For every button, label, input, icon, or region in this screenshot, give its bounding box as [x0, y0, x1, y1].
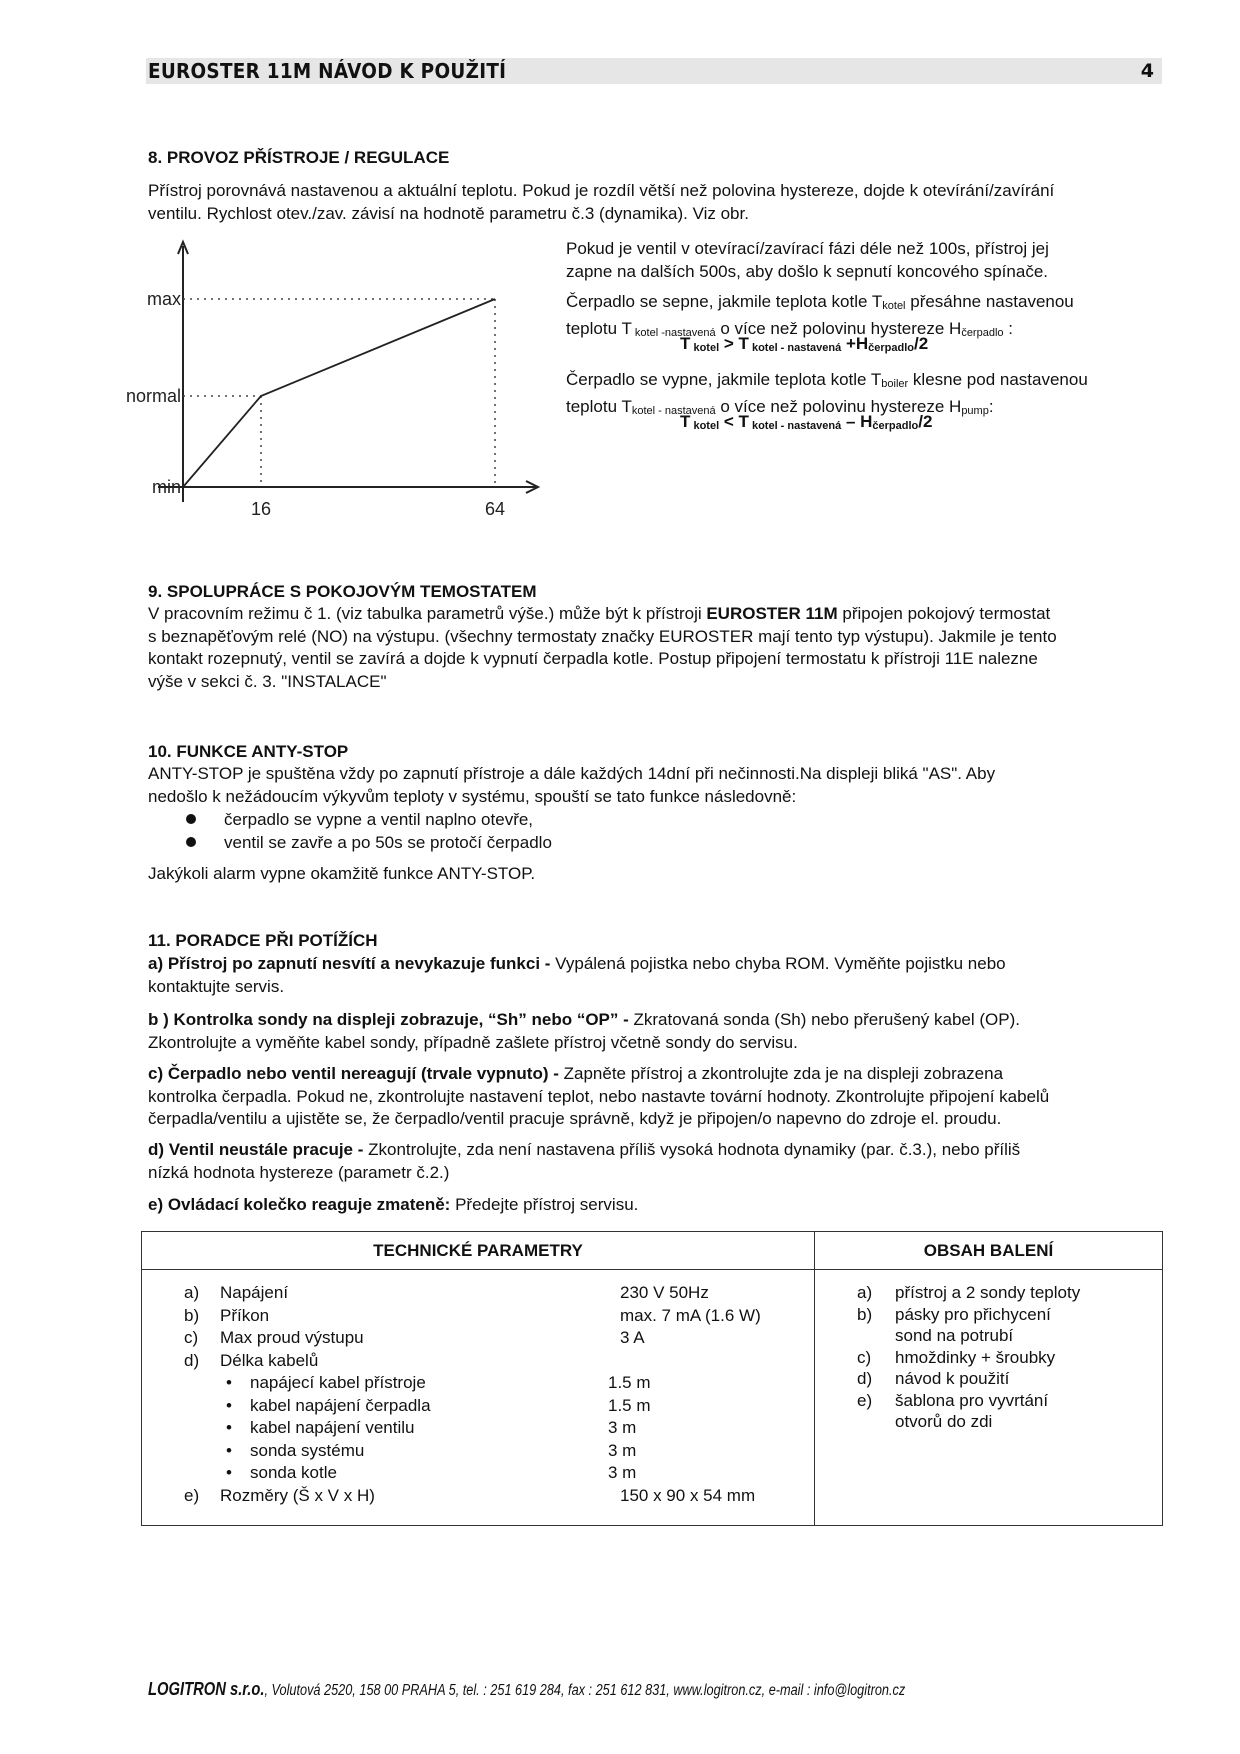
param-value: 1.5 m	[608, 1373, 651, 1392]
param-row	[142, 1462, 814, 1485]
package-item	[857, 1347, 1162, 1369]
text: T	[680, 412, 691, 431]
issue-label: e) Ovládací kolečko reaguje zmateně:	[148, 1195, 451, 1214]
param-row	[142, 1305, 814, 1328]
text: klesne pod nastavenou	[908, 370, 1088, 389]
subscript: čerpadlo	[961, 326, 1004, 339]
issue-label: c) Čerpadlo nebo ventil nereagují (trvale vypnuto) -	[148, 1064, 564, 1083]
param-row	[142, 1350, 814, 1373]
subscript: čerpadlo	[868, 342, 915, 354]
subscript: boiler	[881, 378, 909, 390]
text: Čerpadlo se sepne, jakmile teplota kotle T	[566, 292, 883, 311]
dynamics-chart	[110, 230, 560, 530]
param-name: • napájecí kabel přístroje	[226, 1372, 608, 1395]
section-8-intro	[148, 180, 1054, 225]
footer	[148, 1679, 905, 1700]
text: > T	[719, 334, 749, 353]
param-letter	[142, 1395, 226, 1418]
item-letter: a)	[857, 1283, 873, 1302]
param-letter: b)	[184, 1305, 200, 1325]
section-11-title: 11. PORADCE PŘI POTÍŽÍCH	[148, 931, 378, 950]
param-value: 3 m	[608, 1463, 637, 1482]
subscript: kotel	[690, 420, 720, 432]
text: teplotu T	[566, 318, 632, 338]
param-letter: a)	[184, 1283, 200, 1302]
text-line: s beznapěťovým relé (NO) na výstupu. (všechny termostaty značky EUROSTER mají tento typ výstupu). Jakmile je tento	[148, 626, 1057, 646]
trouble-e	[148, 1194, 638, 1217]
item-text-cont: otvorů do zdi	[895, 1412, 993, 1431]
text-line: kontaktujte servis.	[148, 976, 285, 996]
trouble-d	[148, 1139, 1020, 1184]
param-row	[142, 1395, 814, 1418]
text-line: ANTY-STOP je spuštěna vždy po zapnutí přístroje a dále každých 14dní při nečinnosti.Na displeji bliká "AS". Aby	[148, 764, 996, 783]
item-letter: c)	[857, 1347, 872, 1367]
y-tick-label: max	[146, 289, 181, 309]
spec-table	[141, 1231, 1163, 1526]
param-value: 3 m	[608, 1418, 637, 1437]
text: teplotu T	[566, 396, 632, 416]
package-item	[857, 1282, 1162, 1304]
package-item	[857, 1390, 1162, 1412]
param-value: 1.5 m	[608, 1395, 651, 1415]
company-contact: , Volutová 2520, 158 00 PRAHA 5, tel. : 251 619 284, fax : 251 612 831, www.logitron.cz, e-mail : info@logitron.cz	[264, 1682, 906, 1699]
text: /2	[914, 334, 929, 353]
text: < T	[719, 412, 749, 431]
subscript: pump	[961, 404, 989, 417]
y-tick-label: normal	[125, 386, 181, 406]
text: /2	[918, 412, 933, 431]
item-text: hmoždinky + šroubky	[895, 1347, 1056, 1367]
subscript: kotel	[690, 342, 720, 354]
valve-timeout-text	[566, 238, 1049, 283]
text-line: čerpadla/ventilu a ujistěte se, že čerpadlo/ventil pracuje správně, když je připojen/o napevno do zdroje el. proudu.	[148, 1109, 1002, 1128]
text: T	[680, 334, 691, 353]
param-value: 230 V 50Hz	[620, 1283, 709, 1302]
package-header: OBSAH BALENÍ	[815, 1232, 1163, 1270]
item-letter: e)	[857, 1390, 873, 1410]
tech-params-header: TECHNICKÉ PARAMETRY	[142, 1232, 815, 1270]
param-name: Délka kabelů	[220, 1350, 319, 1370]
param-letter	[142, 1372, 226, 1395]
page-number: 4	[1140, 60, 1154, 82]
text-line: Pokud je ventil v otevírací/zavírací fázi déle než 100s, přístroj jej	[566, 239, 1049, 258]
param-name: • sonda systému	[226, 1440, 608, 1463]
list-item: ventil se zavře a po 50s se protočí čerpadlo	[180, 831, 552, 854]
subscript: kotel -nastavená	[631, 326, 716, 339]
param-name: • kabel napájení ventilu	[226, 1417, 608, 1440]
param-value: 3 m	[608, 1440, 637, 1460]
subscript: čerpadlo	[872, 420, 919, 432]
text: :	[988, 396, 994, 416]
text: Čerpadlo se vypne, jakmile teplota kotle T	[566, 370, 882, 389]
param-letter: d)	[184, 1350, 200, 1370]
section-9-body	[148, 603, 1057, 693]
series-line	[183, 299, 495, 487]
text: o více než polovinu hystereze H	[715, 318, 962, 338]
text-line: nedošlo k nežádoucím výkyvům teploty v systému, spouští se tato funkce následovně:	[148, 786, 797, 806]
item-text-cont: sond na potrubí	[895, 1326, 1014, 1345]
issue-label: b ) Kontrolka sondy na displeji zobrazuje, “Sh” nebo “OP” -	[148, 1010, 634, 1029]
param-row	[142, 1485, 814, 1508]
trouble-c	[148, 1063, 1049, 1131]
param-row	[142, 1372, 814, 1395]
text: Zkontrolujte, zda není nastavena příliš vysoká hodnota dynamiky (par. č.3.), nebo příliš	[368, 1140, 1021, 1159]
text-line: nízká hodnota hystereze (parametr č.2.)	[148, 1162, 450, 1182]
param-letter: e)	[184, 1485, 200, 1505]
company-name: LOGITRON s.r.o.	[148, 1679, 265, 1699]
param-name: Příkon	[220, 1305, 270, 1325]
text: Vypálená pojistka nebo chyba ROM. Vyměňte pojistku nebo	[555, 954, 1006, 973]
item-letter: d)	[857, 1369, 873, 1388]
document-title: EUROSTER 11M NÁVOD K POUŽITÍ	[148, 59, 507, 83]
item-text: návod k použití	[895, 1369, 1010, 1388]
section-9-title: 9. SPOLUPRÁCE S POKOJOVÝM TEMOSTATEM	[148, 582, 537, 601]
section-10-title: 10. FUNKCE ANTY-STOP	[148, 742, 349, 761]
param-value: max. 7 mA (1.6 W)	[620, 1305, 761, 1325]
subscript: kotel - nastavená	[748, 342, 842, 354]
pump-off-formula	[680, 412, 932, 432]
param-letter	[142, 1440, 226, 1463]
trouble-a	[148, 953, 1006, 998]
text-line: zapne na dalších 500s, aby došlo k sepnutí koncového spínače.	[566, 261, 1048, 281]
text: Zkratovaná sonda (Sh) nebo přerušený kabel (OP).	[633, 1010, 1020, 1029]
page-header	[146, 58, 1162, 84]
text: Zapněte přístroj a zkontrolujte zda je na displeji zobrazena	[563, 1064, 1004, 1083]
list-item: čerpadlo se vypne a ventil naplno otevře,	[180, 808, 552, 831]
text: přesáhne nastavenou	[905, 292, 1074, 311]
text: +H	[841, 334, 869, 353]
text: připojen pokojový termostat	[837, 604, 1051, 623]
subscript: kotel	[882, 300, 906, 312]
package-cell	[815, 1270, 1163, 1526]
text-line: kontakt rozepnutý, ventil se zavírá a dojde k vypnutí čerpadla kotle. Postup připojení termostatu k přístroji 11E nalezne	[148, 649, 1038, 668]
param-value: 3 A	[620, 1328, 645, 1347]
pump-on-formula	[680, 334, 928, 354]
section-10-body	[148, 763, 995, 808]
text: V pracovním režimu č 1. (viz tabulka parametrů výše.) může být k přístroji	[148, 604, 707, 623]
anti-stop-steps	[180, 808, 552, 854]
param-name: Napájení	[220, 1283, 289, 1302]
package-item	[857, 1368, 1162, 1390]
text: – H	[841, 412, 873, 431]
issue-label: d) Ventil neustále pracuje -	[148, 1140, 369, 1159]
trouble-b	[148, 1009, 1020, 1054]
y-tick-label: min	[151, 477, 181, 497]
section-8-title: 8. PROVOZ PŘÍSTROJE / REGULACE	[148, 148, 450, 167]
param-letter: c)	[184, 1328, 199, 1347]
item-text: šablona pro vyvrtání	[895, 1390, 1049, 1410]
text: o více než polovinu hystereze H	[715, 396, 962, 416]
param-name: Rozměry (Š x V x H)	[220, 1485, 375, 1505]
param-name: • kabel napájení čerpadla	[226, 1395, 608, 1418]
item-text: přístroj a 2 sondy teploty	[895, 1283, 1081, 1302]
item-letter: b)	[857, 1304, 873, 1324]
param-name: • sonda kotle	[226, 1462, 608, 1485]
anti-stop-note: Jakýkoli alarm vypne okamžitě funkce ANTY-STOP.	[148, 864, 536, 883]
text: :	[1003, 318, 1013, 338]
package-item	[857, 1304, 1162, 1326]
param-row	[142, 1282, 814, 1305]
param-value: 150 x 90 x 54 mm	[620, 1485, 756, 1505]
param-letter	[142, 1462, 226, 1485]
item-text: pásky pro přichycení	[895, 1304, 1051, 1324]
issue-label: a) Přístroj po zapnutí nesvítí a nevykazuje funkci -	[148, 954, 556, 973]
x-tick-label: 16	[250, 499, 272, 519]
param-letter	[142, 1417, 226, 1440]
text-line: Přístroj porovnává nastavenou a aktuální teplotu. Pokud je rozdíl větší než polovina hystereze, dojde k otevírání/zavírání	[148, 181, 1055, 200]
tech-params-cell	[142, 1270, 815, 1526]
text-line: kontrolka čerpadla. Pokud ne, zkontrolujte nastavení teplot, nebo nastavte tovární hodnoty. Zkontrolujte připojení kabelů	[148, 1086, 1050, 1106]
param-row	[142, 1440, 814, 1463]
param-name: Max proud výstupu	[220, 1328, 364, 1347]
param-row	[142, 1417, 814, 1440]
product-name: EUROSTER 11M	[706, 604, 838, 623]
text-line: výše v sekci č. 3. "INSTALACE"	[148, 671, 387, 691]
text-line: ventilu. Rychlost otev./zav. závisí na hodnotě parametru č.3 (dynamika). Viz obr.	[148, 203, 749, 223]
text: Předejte přístroj servisu.	[450, 1195, 639, 1214]
x-tick-label: 64	[484, 499, 506, 519]
subscript: kotel - nastavená	[748, 420, 842, 432]
param-row	[142, 1327, 814, 1350]
subscript: kotel - nastavená	[631, 404, 716, 417]
text-line: Zkontrolujte a vyměňte kabel sondy, případně zašlete přístroj včetně sondy do servisu.	[148, 1032, 798, 1052]
